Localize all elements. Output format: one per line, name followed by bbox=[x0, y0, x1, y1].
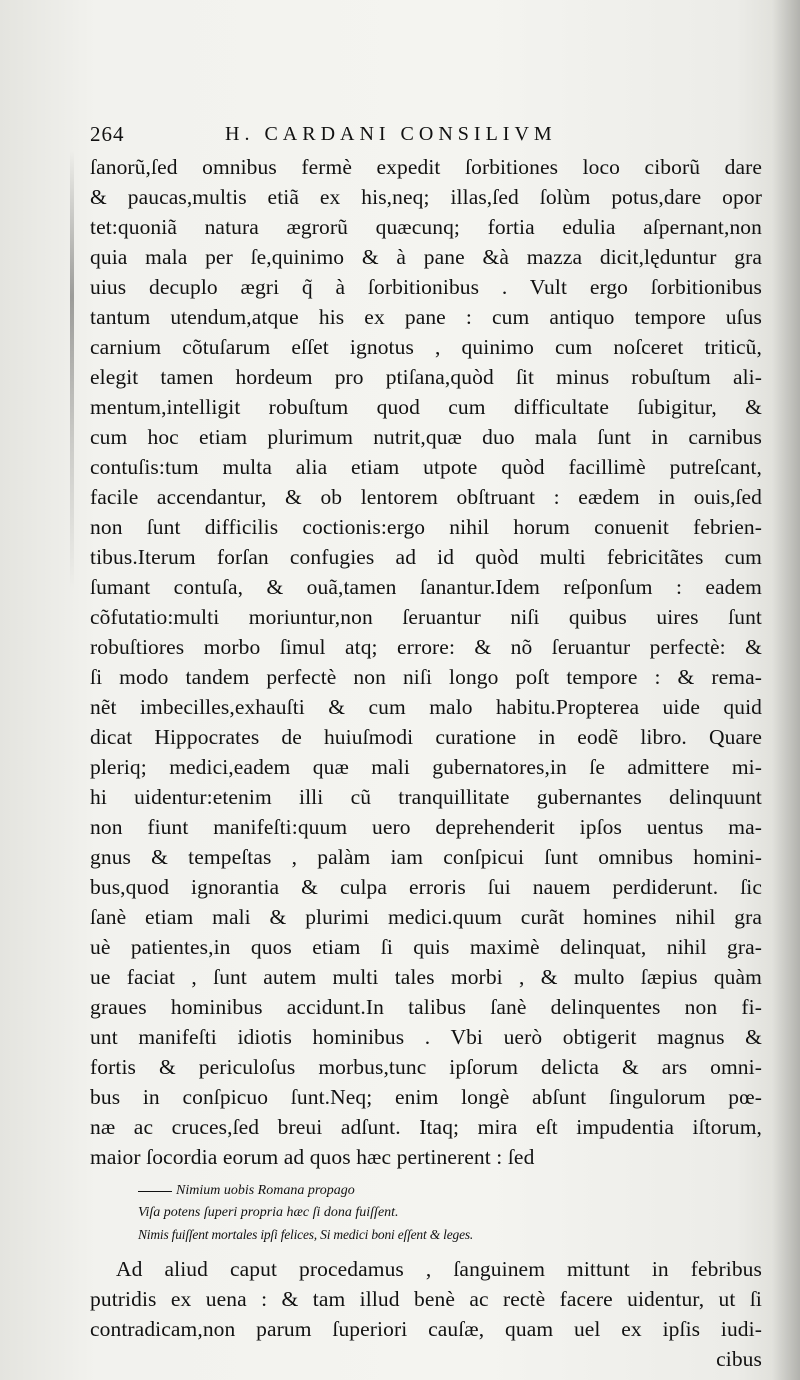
text-line: ſanè etiam mali & plurimi medici.quum curãt homines nihil gra bbox=[90, 905, 762, 929]
text-line: contuſis:tum multa alia etiam utpote quòd facillimè putreſcant, bbox=[90, 455, 762, 479]
text-line: tantum utendum,atque his ex pane : cum antiquo tempore uſus bbox=[90, 305, 762, 329]
text-line: ue faciat , ſunt autem multi tales morbi , & multo ſæpius quàm bbox=[90, 965, 762, 989]
text-line: graues hominibus accidunt.In talibus ſanè delinquentes non fi- bbox=[90, 995, 762, 1019]
next-paragraph bbox=[90, 1254, 762, 1374]
text-line: uè patientes,in quos etiam ſi quis maximè delinquat, nihil gra- bbox=[90, 935, 762, 959]
page-header bbox=[90, 122, 760, 152]
quote-line: Viſa potens ſuperi propria hæc ſi dona fuiſſent. bbox=[138, 1205, 399, 1220]
text-line: robuſtiores morbo ſimul atq; errore: & nõ ſeruantur perfectè: & bbox=[90, 635, 762, 659]
text-line: uius decuplo ægri q̃ à ſorbitionibus . Vult ergo ſorbitionibus bbox=[90, 275, 762, 299]
text-line: non fiunt manifeſti:quum uero deprehenderit ipſos uentus ma- bbox=[90, 815, 762, 839]
text-line: pleriq; medici,eadem quæ mali gubernatores,in ſe admittere mi- bbox=[90, 755, 762, 779]
text-line: bus in conſpicuo ſunt.Neq; enim longè abſunt ſingulorum pœ- bbox=[90, 1085, 762, 1109]
text-line: nẽt imbecilles,exhauſti & cum malo habitu.Propterea uide quid bbox=[90, 695, 762, 719]
text-line: fortis & periculoſus morbus,tunc ipſorum delicta & ars omni- bbox=[90, 1055, 762, 1079]
text-line: ſi modo tandem perfectè non niſi longo poſt tempore : & rema- bbox=[90, 665, 762, 689]
text-line: unt manifeſti idiotis hominibus . Vbi uerò obtigerit magnus & bbox=[90, 1025, 762, 1049]
main-text-block bbox=[90, 152, 762, 1172]
text-line: hi uidentur:etenim illi cũ tranquillitate gubernantes delinquunt bbox=[90, 785, 762, 809]
quote-line: Nimium uobis Romana propago bbox=[138, 1180, 698, 1202]
page-fold-mark bbox=[70, 150, 74, 590]
text-line: gnus & tempeſtas , palàm iam conſpicui ſunt omnibus homini- bbox=[90, 845, 762, 869]
text-line: non ſunt difficilis coctionis:ergo nihil horum conuenit febrien- bbox=[90, 515, 762, 539]
text-line: mentum,intelligit robuſtum quod cum difficultate ſubigitur, & bbox=[90, 395, 762, 419]
text-line: bus,quod ignorantia & culpa erroris ſui nauem perdiderunt. ſic bbox=[90, 875, 762, 899]
text-line: elegit tamen hordeum pro ptiſana,quòd ſit minus robuſtum ali- bbox=[90, 365, 762, 389]
text-line: & paucas,multis etiã ex his,neq; illas,ſed ſolùm potus,dare opor bbox=[90, 185, 762, 209]
text-line: næ ac cruces,ſed breui adſunt. Itaq; mira eſt impudentia iſtorum, bbox=[90, 1115, 762, 1139]
text-line: maior ſocordia eorum ad quos hæc pertinerent : ſed bbox=[90, 1145, 535, 1169]
text-line: cõfutatio:multi moriuntur,non ſeruantur niſi quibus uires ſunt bbox=[90, 605, 762, 629]
text-line: tet:quoniã natura ægrorũ quæcunq; fortia edulia aſpernant,non bbox=[90, 215, 762, 239]
text-line: contradicam,non parum ſuperiori cauſæ, quam uel ex ipſis iudi- bbox=[90, 1317, 762, 1341]
running-title: H. CARDANI CONSILIVM bbox=[225, 123, 557, 145]
verse-quotation bbox=[138, 1180, 698, 1246]
text-line: ſumant contuſa, & ouã,tamen ſanantur.Idem reſponſum : eadem bbox=[90, 575, 762, 599]
quote-line: Nimis fuiſſent mortales ipſi felices, Si medici boni eſſent & leges. bbox=[138, 1227, 474, 1242]
text-line: quia mala per ſe,quinimo & à pane &à mazza dicit,lęduntur gra bbox=[90, 245, 762, 269]
spine-shadow bbox=[772, 0, 800, 1380]
catchword: cibus bbox=[716, 1347, 762, 1371]
page-number: 264 bbox=[90, 122, 125, 146]
text-line: ſanorũ,ſed omnibus fermè expedit ſorbitiones loco ciborũ dare bbox=[90, 155, 762, 179]
text-line: tibus.Iterum forſan confugies ad id quòd multi febricitãtes cum bbox=[90, 545, 762, 569]
text-line: carnium cõtuſarum eſſet ignotus , quinimo cum noſceret triticũ, bbox=[90, 335, 762, 359]
text-line: dicat Hippocrates de huiuſmodi curatione in eodẽ libro. Quare bbox=[90, 725, 762, 749]
text-line: Ad aliud caput procedamus , ſanguinem mittunt in febribus bbox=[116, 1257, 762, 1281]
text-line: cum hoc etiam plurimum nutrit,quæ duo mala ſunt in carnibus bbox=[90, 425, 762, 449]
text-line: putridis ex uena : & tam illud benè ac rectè facere uidentur, ut ſi bbox=[90, 1287, 762, 1311]
text-line: facile accendantur, & ob lentorem obſtruant : eædem in ouis,ſed bbox=[90, 485, 762, 509]
